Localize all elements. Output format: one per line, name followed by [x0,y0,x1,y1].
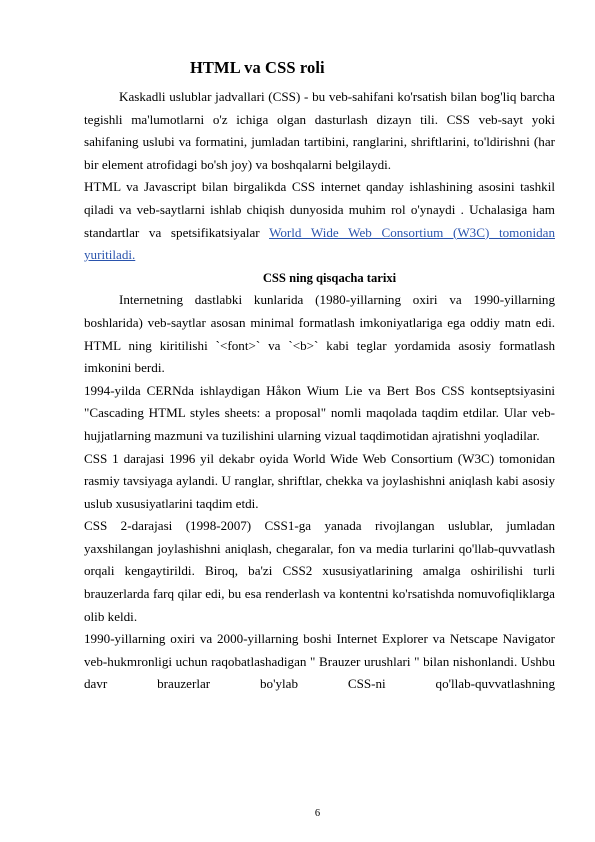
paragraph-css1: CSS 1 darajasi 1996 yil dekabr oyida World Wide Web Consortium (W3C) tomonidan rasmiy tavsiyaga aylandi. U ranglar, shriftlar, chekka va joylashishni aniqlash kabi asosiy uslub xususiyatlarini taqdim etdi. [84,450,555,511]
paragraph-early-web: Internetning dastlabki kunlarida (1980-yillarning oxiri va 1990-yillarning boshlarida) veb-saytlar asosan minimal formatlash imkoniyatlariga ega oddiy matn edi. HTML ning kiritilishi `<font>` va `<b>` kabi teglar yordamida asosiy formatlash imkonini berdi. [84,292,555,376]
w3c-link[interactable]: World Wide Web Consortium (W3C) tomonidan yuritiladi. [84,224,555,263]
paragraph-css2: CSS 2-darajasi (1998-2007) CSS1-ga yanada rivojlangan uslublar, jumladan yaxshilangan joylashishni aniqlash, chegaralar, fon va media turlarini qo'llab-quvvatlash orqali kengaytirildi. Biroq, ba'zi CSS2 xususiyatlarining amalga oshirilishi turli brauzerlarda farq qilar edi, bu esa renderlash va kontentni ko'rsatishda nomuvofiqliklarga olib keldi. [84,518,555,624]
paragraph-1994-proposal: 1994-yilda CERNda ishlaydigan Håkon Wium Lie va Bert Bos CSS kontseptsiyasini "Cascading HTML styles sheets: a proposal" nomli maqolada taqdim etdilar. Ular veb-hujjatlarning mazmuni va tuzilishini ularning vizual taqdimotidan ajratishni yoqladilar. [84,382,555,443]
paragraph-css-definition: Kaskadli uslublar jadvallari (CSS) - bu veb-sahifani ko'rsatish bilan bog'liq barcha tegishli ma'lumotlarni o'z ichiga olgan dasturlash dizayn tili. CSS veb-sayt yoki sahifaning uslubi va formatini, jumladan tartibini, ranglarini, shriftlarini, to'ldirishni (har bir element atrofidagi bo'sh joy) va boshqalarni belgilaydi. [84,89,555,172]
document-body [84,86,555,696]
paragraph-html-js-css-text: HTML va Javascript bilan birgalikda CSS internet qanday ishlashining asosini tashkil qiladi va veb-saytlarni ishlab chiqish dunyosida muhim rol o'ynaydi . Uchalasiga ham standartlar va spetsifikatsiyalar [84,179,555,240]
page-number: 6 [314,808,321,819]
section-heading-history: CSS ning qisqacha tarixi [262,270,397,285]
paragraph-browser-wars: 1990-yillarning oxiri va 2000-yillarning boshi Internet Explorer va Netscape Navigator veb-hukmronligi uchun raqobatlashadigan " Brauzer urushlari " bilan nishonlandi. Ushbu davr brauzerlar bo'ylab CSS-ni qo'llab-quvvatlashning [84,631,555,692]
page-title: HTML va CSS roli [190,58,325,77]
paragraph-html-js-css [84,176,555,266]
